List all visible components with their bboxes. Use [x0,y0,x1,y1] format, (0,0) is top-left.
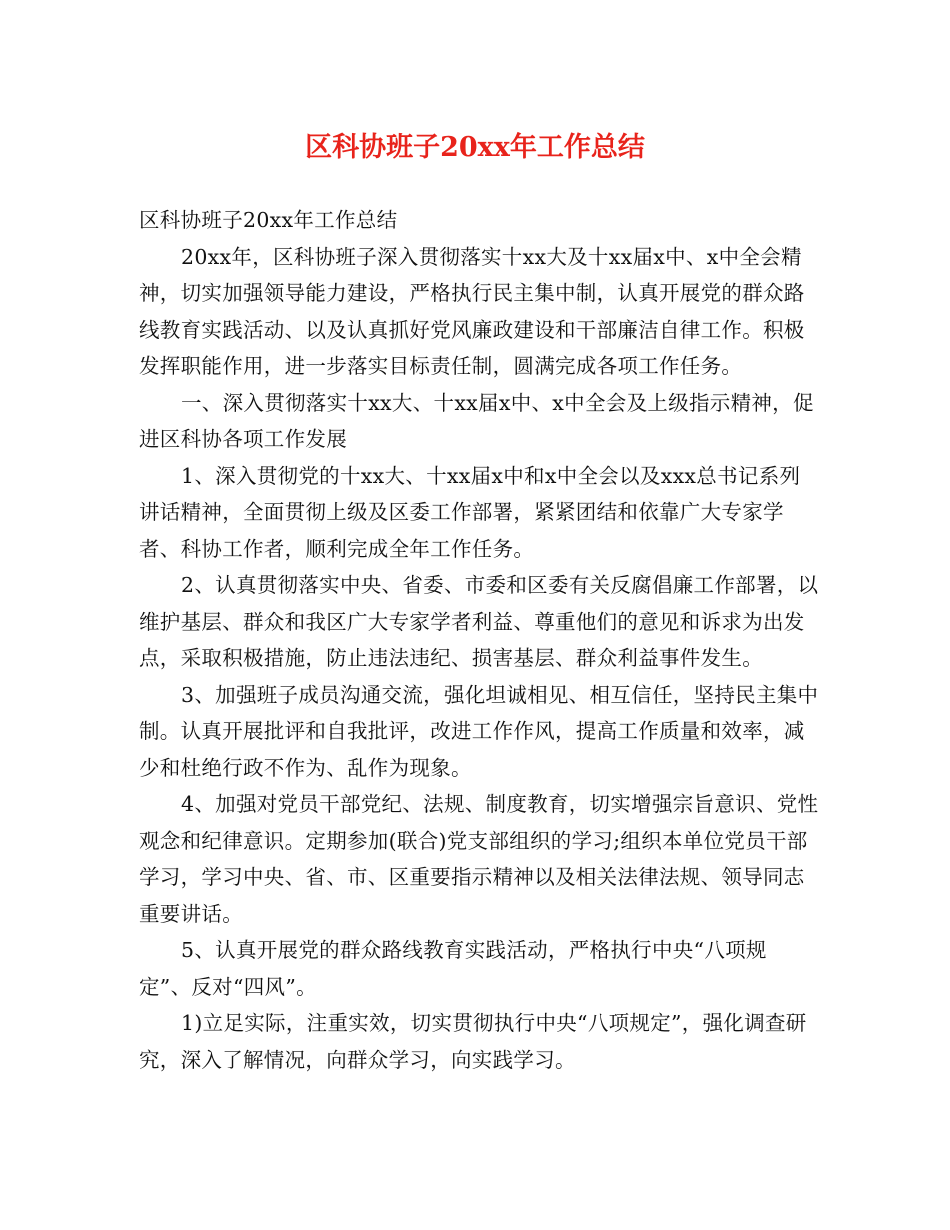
document-title: 区科协班子20xx年工作总结 [305,132,645,163]
item-paragraph-5: 5、认真开展党的群众路线教育实践活动，严格执行中央“八项规定”、反对“四风”。 [139,938,767,999]
item-paragraph-4: 4、加强对党员干部党纪、法规、制度教育，切实增强宗旨意识、党性观念和纪律意识。定期参加(联合)党支部组织的学习;组织本单位党员干部学习，学习中央、省、市、区重要指示精神以及相关法律法规、领导同志重要讲话。 [139,792,819,926]
item-paragraph-2: 2、认真贯彻落实中央、省委、市委和区委有关反腐倡廉工作部署，以维护基层、群众和我区广大专家学者利益、尊重他们的意见和诉求为出发点，采取积极措施，防止违法违纪、损害基层、群众利益事件发生。 [139,573,819,670]
document-body [139,202,819,1078]
section-heading-1: 一、深入贯彻落实十xx大、十xx届x中、x中全会及上级指示精神，促进区科协各项工作发展 [139,390,814,451]
intro-paragraph: 20xx年，区科协班子深入贯彻落实十xx大及十xx届x中、x中全会精神，切实加强领导能力建设，严格执行民主集中制，认真开展党的群众路线教育实践活动、以及认真抓好党风廉政建设和干部廉洁自律工作。积极发挥职能作用，进一步落实目标责任制，圆满完成各项工作任务。 [139,244,805,378]
subtitle-paragraph: 区科协班子20xx年工作总结 [139,208,398,232]
item-paragraph-1: 1、深入贯彻党的十xx大、十xx届x中和x中全会以及xxx总书记系列讲话精神，全面贯彻上级及区委工作部署，紧紧团结和依靠广大专家学者、科协工作者，顺利完成全年工作任务。 [139,463,801,561]
item-paragraph-3: 3、加强班子成员沟通交流，强化坦诚相见、相互信任，坚持民主集中制。认真开展批评和自我批评，改进工作作风，提高工作质量和效率，减少和杜绝行政不作为、乱作为现象。 [139,682,819,780]
sub-item-paragraph-1: 1)立足实际，注重实效，切实贯彻执行中央“八项规定”，强化调查研究，深入了解情况，向群众学习，向实践学习。 [139,1011,807,1072]
